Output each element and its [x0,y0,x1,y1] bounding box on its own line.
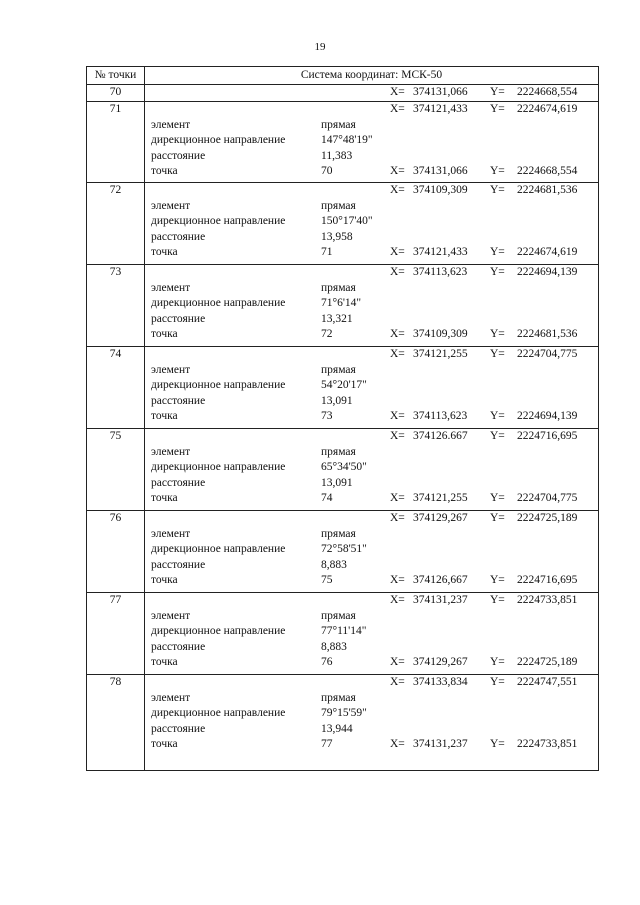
point-number: 73 [87,265,145,347]
x-label: X= [390,738,405,750]
previous-y-value: 2224725,189 [517,656,578,668]
previous-point-value: 70 [321,165,333,177]
previous-y-value: 2224681,536 [517,328,578,340]
x-label: X= [390,348,405,360]
point-number: 78 [87,675,145,771]
direction-value: 150°17'40" [321,215,373,227]
point-label: точка [151,410,178,422]
previous-x-value: 374131,066 [413,165,468,177]
previous-x-value: 374121,255 [413,492,468,504]
x-label: X= [390,103,405,115]
y-value: 2224725,189 [517,512,578,524]
x-label: X= [390,328,405,340]
x-label: X= [390,512,405,524]
point-number: 70 [87,85,145,102]
direction-value: 65°34'50" [321,461,367,473]
point-details [145,347,599,429]
y-label: Y= [490,328,505,340]
y-label: Y= [490,676,505,688]
previous-y-value: 2224668,554 [517,165,578,177]
previous-y-value: 2224694,139 [517,410,578,422]
y-label: Y= [490,430,505,442]
previous-y-value: 2224733,851 [517,738,578,750]
x-label: X= [390,246,405,258]
direction-label: дирекционное направление [151,461,286,473]
x-label: X= [390,656,405,668]
previous-x-value: 374113,623 [413,410,468,422]
point-number: 76 [87,511,145,593]
point-details [145,429,599,511]
direction-label: дирекционное направление [151,543,286,555]
point-label: точка [151,328,178,340]
distance-label: расстояние [151,394,206,407]
previous-point-value: 77 [321,738,333,750]
distance-label: расстояние [151,230,206,243]
y-value: 2224716,695 [517,430,578,442]
distance-value: 13,091 [321,476,353,489]
point-details [145,675,599,771]
x-label: X= [390,184,405,196]
previous-point-value: 72 [321,328,333,340]
table-row [87,593,599,675]
table-row [87,183,599,265]
point-details [145,102,599,183]
y-label: Y= [490,574,505,586]
y-label: Y= [490,348,505,360]
direction-label: дирекционное направление [151,625,286,637]
distance-value: 13,958 [321,230,353,243]
x-value: 374121,255 [413,348,468,360]
point-coordinates [145,85,599,102]
y-value: 2224668,554 [517,86,578,98]
coordinates-table [86,66,599,771]
point-details [145,265,599,347]
distance-label: расстояние [151,558,206,571]
point-label: точка [151,656,178,668]
table-row [87,265,599,347]
x-label: X= [390,410,405,422]
distance-label: расстояние [151,149,206,162]
x-label: X= [390,86,405,98]
direction-value: 79°15'59" [321,707,367,719]
y-label: Y= [490,594,505,606]
distance-label: расстояние [151,476,206,489]
previous-x-value: 374129,267 [413,656,468,668]
point-number: 77 [87,593,145,675]
direction-label: дирекционное направление [151,707,286,719]
point-number: 74 [87,347,145,429]
distance-label: расстояние [151,722,206,735]
y-label: Y= [490,103,505,115]
direction-label: дирекционное направление [151,297,286,309]
x-value: 374113,623 [413,266,468,278]
table-header-row [87,67,599,85]
header-coordinate-system: Система координат: МСК-50 [145,67,599,85]
previous-x-value: 374121,433 [413,246,468,258]
y-label: Y= [490,86,505,98]
point-number: 71 [87,102,145,183]
x-label: X= [390,430,405,442]
distance-value: 8,883 [321,558,347,571]
direction-value: 77°11'14" [321,625,367,637]
element-label: элемент [151,691,191,704]
element-value: прямая [321,445,356,458]
y-value: 2224681,536 [517,184,578,196]
point-label: точка [151,492,178,504]
point-number: 72 [87,183,145,265]
table-row [87,429,599,511]
table-row [87,85,599,102]
direction-value: 54°20'17" [321,379,367,391]
element-value: прямая [321,281,356,294]
table-row [87,675,599,771]
previous-x-value: 374126,667 [413,574,468,586]
distance-value: 13,091 [321,394,353,407]
point-details [145,593,599,675]
x-label: X= [390,574,405,586]
distance-label: расстояние [151,312,206,325]
header-point-number: № точки [87,67,145,85]
x-value: 374131,237 [413,594,468,606]
point-number: 75 [87,429,145,511]
previous-point-value: 71 [321,246,333,258]
distance-value: 8,883 [321,640,347,653]
element-label: элемент [151,363,191,376]
previous-point-value: 73 [321,410,333,422]
direction-value: 72°58'51" [321,543,367,555]
y-label: Y= [490,738,505,750]
y-label: Y= [490,266,505,278]
element-value: прямая [321,363,356,376]
distance-value: 13,944 [321,722,353,735]
x-label: X= [390,266,405,278]
point-label: точка [151,574,178,586]
element-value: прямая [321,609,356,622]
previous-point-value: 74 [321,492,333,504]
point-label: точка [151,246,178,258]
element-label: элемент [151,527,191,540]
element-label: элемент [151,281,191,294]
y-value: 2224694,139 [517,266,578,278]
x-label: X= [390,492,405,504]
x-value: 374131,066 [413,86,468,98]
element-value: прямая [321,527,356,540]
y-label: Y= [490,492,505,504]
previous-x-value: 374131,237 [413,738,468,750]
point-label: точка [151,738,178,750]
previous-x-value: 374109,309 [413,328,468,340]
y-label: Y= [490,184,505,196]
element-label: элемент [151,199,191,212]
y-label: Y= [490,656,505,668]
y-value: 2224674,619 [517,103,578,115]
element-label: элемент [151,445,191,458]
x-value: 374129,267 [413,512,468,524]
table-row [87,511,599,593]
previous-point-value: 75 [321,574,333,586]
direction-label: дирекционное направление [151,134,286,146]
element-value: прямая [321,199,356,212]
element-value: прямая [321,691,356,704]
previous-y-value: 2224716,695 [517,574,578,586]
y-label: Y= [490,165,505,177]
previous-y-value: 2224704,775 [517,492,578,504]
element-value: прямая [321,118,356,131]
previous-point-value: 76 [321,656,333,668]
direction-label: дирекционное направление [151,379,286,391]
previous-y-value: 2224674,619 [517,246,578,258]
point-details [145,183,599,265]
x-label: X= [390,676,405,688]
x-value: 374109,309 [413,184,468,196]
x-value: 374126.667 [413,430,468,442]
direction-value: 147°48'19" [321,134,373,146]
x-label: X= [390,594,405,606]
point-label: точка [151,165,178,177]
page-number: 19 [314,41,326,53]
y-label: Y= [490,512,505,524]
x-value: 374121,433 [413,103,468,115]
distance-label: расстояние [151,640,206,653]
point-details [145,511,599,593]
y-label: Y= [490,410,505,422]
distance-value: 13,321 [321,312,353,325]
direction-label: дирекционное направление [151,215,286,227]
element-label: элемент [151,118,191,131]
element-label: элемент [151,609,191,622]
distance-value: 11,383 [321,149,353,162]
x-label: X= [390,165,405,177]
y-value: 2224747,551 [517,676,578,688]
y-value: 2224733,851 [517,594,578,606]
x-value: 374133,834 [413,676,468,688]
y-value: 2224704,775 [517,348,578,360]
direction-value: 71°6'14" [321,297,362,309]
table-row [87,102,599,183]
y-label: Y= [490,246,505,258]
table-row [87,347,599,429]
